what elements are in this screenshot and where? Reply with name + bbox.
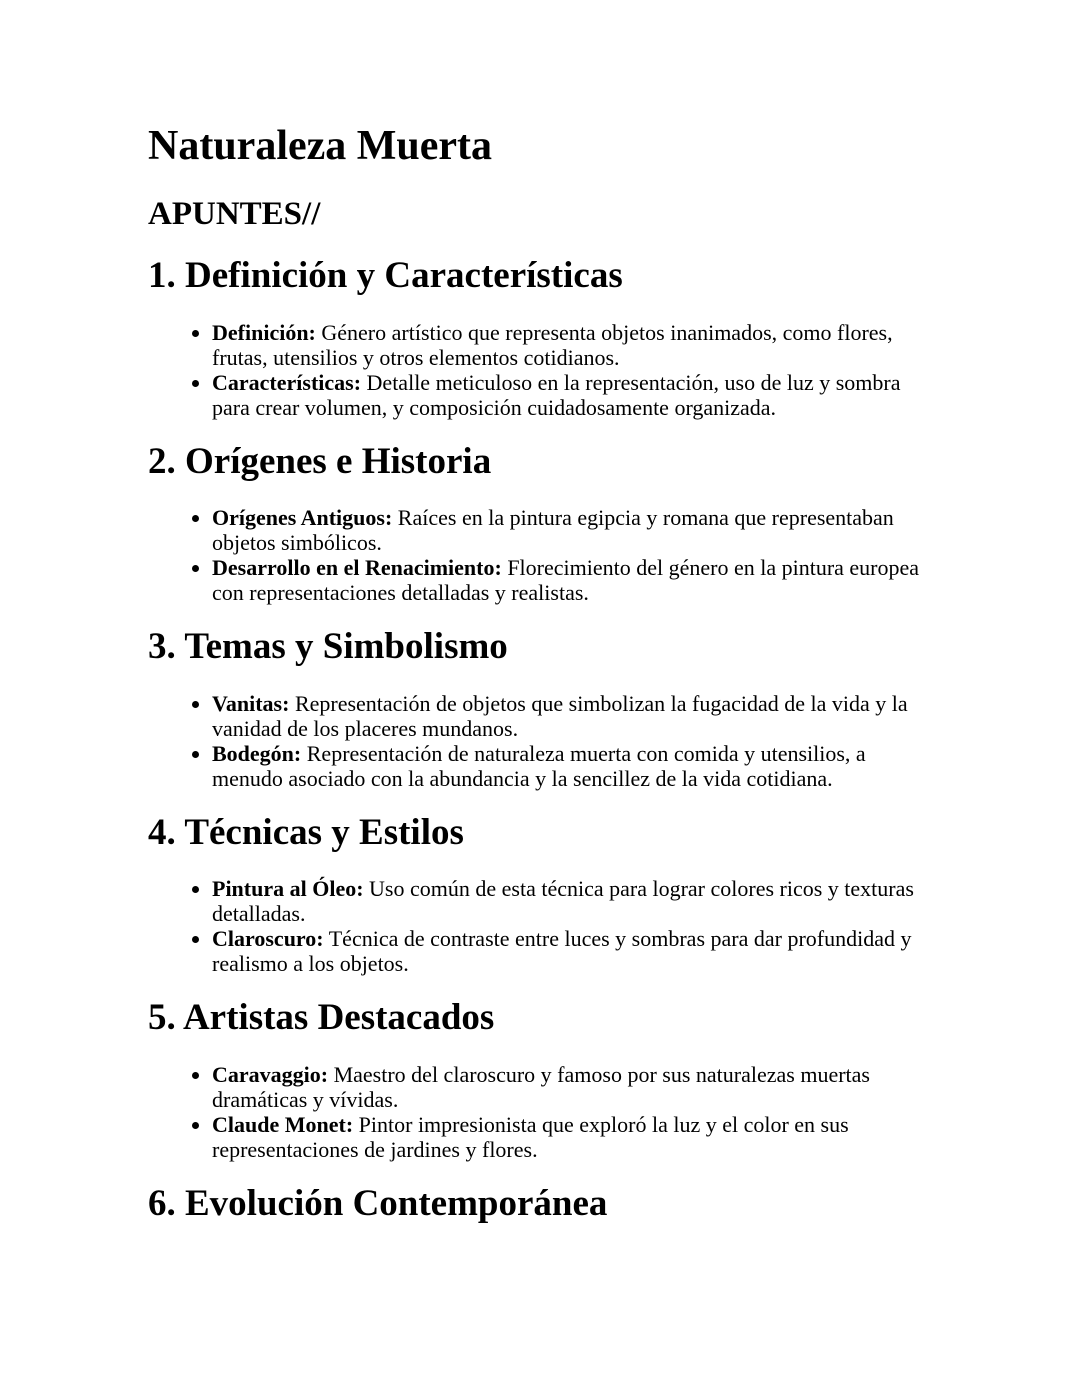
bullet-item: [212, 1062, 932, 1112]
bullet-item: [212, 505, 932, 555]
bullet-term: Definición:: [212, 319, 316, 345]
bullet-text: Florecimiento del género en la pintura europea con representaciones detalladas y realistas.: [212, 555, 920, 606]
document-section: [148, 626, 932, 791]
section-bullet-list: [148, 691, 932, 791]
bullet-item: [212, 926, 932, 976]
section-bullet-list: [148, 320, 932, 420]
section-bullet-list: [148, 876, 932, 976]
document-subtitle: APUNTES//: [148, 196, 321, 233]
bullet-text: Detalle meticuloso en la representación, uso de luz y sombra para crear volumen, y composición cuidadosamente organizada.: [212, 369, 901, 420]
bullet-item: [212, 691, 932, 741]
document-section: [148, 812, 932, 977]
bullet-text: Maestro del claroscuro y famoso por sus naturalezas muertas dramáticas y vívidas.: [212, 1061, 870, 1112]
document-section: [148, 1183, 932, 1226]
bullet-item: [212, 1112, 932, 1162]
bullet-term: Vanitas:: [212, 690, 290, 716]
section-bullet-list: [148, 505, 932, 605]
section-heading: 4. Técnicas y Estilos: [148, 811, 464, 853]
bullet-text: Representación de objetos que simbolizan la fugacidad de la vida y la vanidad de los placeres mundanos.: [212, 690, 908, 741]
document-section: [148, 997, 932, 1162]
bullet-item: [212, 370, 932, 420]
section-heading: 2. Orígenes e Historia: [148, 440, 492, 482]
bullet-term: Claroscuro:: [212, 926, 324, 952]
bullet-text: Raíces en la pintura egipcia y romana que representaban objetos simbólicos.: [212, 505, 894, 556]
bullet-term: Claude Monet:: [212, 1111, 354, 1137]
bullet-term: Características:: [212, 369, 362, 395]
bullet-item: [212, 555, 932, 605]
bullet-item: [212, 320, 932, 370]
bullet-term: Bodegón:: [212, 740, 302, 766]
bullet-term: Desarrollo en el Renacimiento:: [212, 555, 502, 581]
document-section: [148, 441, 932, 606]
bullet-item: [212, 741, 932, 791]
section-bullet-list: [148, 1062, 932, 1162]
document-title: Naturaleza Muerta: [148, 123, 493, 169]
section-heading: 3. Temas y Simbolismo: [148, 626, 508, 668]
bullet-text: Género artístico que representa objetos inanimados, como flores, frutas, utensilios y otros elementos cotidianos.: [212, 319, 893, 370]
section-heading: 6. Evolución Contemporánea: [148, 1182, 608, 1224]
bullet-text: Técnica de contraste entre luces y sombras para dar profundidad y realismo a los objetos.: [212, 926, 912, 977]
bullet-text: Representación de naturaleza muerta con comida y utensilios, a menudo asociado con la abundancia y la sencillez de la vida cotidiana.: [212, 740, 866, 791]
document-section: [148, 255, 932, 420]
bullet-text: Pintor impresionista que exploró la luz y el color en sus representaciones de jardines y flores.: [212, 1111, 849, 1162]
bullet-term: Orígenes Antiguos:: [212, 505, 393, 531]
section-heading: 1. Definición y Características: [148, 255, 623, 297]
bullet-text: Uso común de esta técnica para lograr colores ricos y texturas detalladas.: [212, 876, 914, 927]
bullet-term: Pintura al Óleo:: [212, 876, 364, 902]
section-heading: 5. Artistas Destacados: [148, 997, 495, 1039]
bullet-term: Caravaggio:: [212, 1061, 329, 1087]
document-sections: [148, 255, 932, 1225]
bullet-item: [212, 876, 932, 926]
